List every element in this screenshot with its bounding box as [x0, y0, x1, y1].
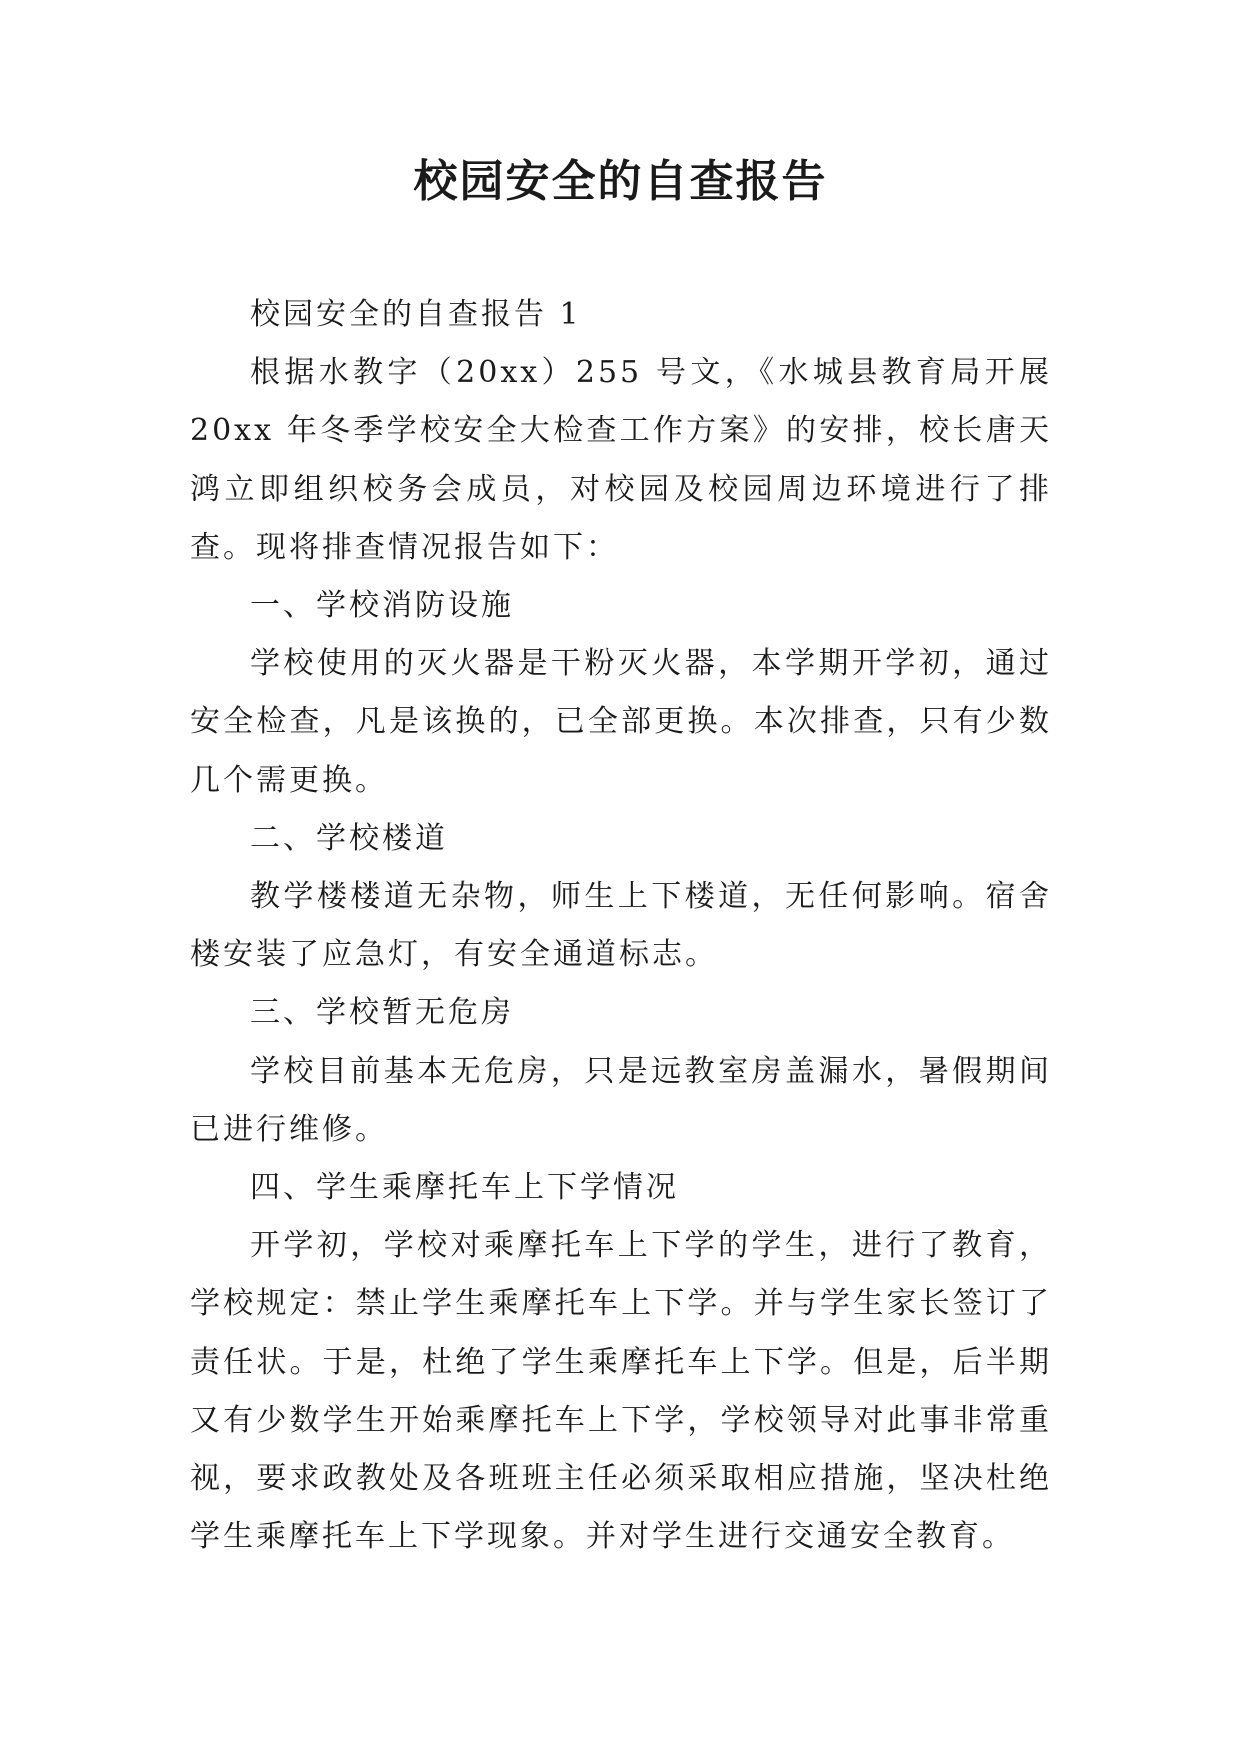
- section-heading-motorcycle: 四、学生乘摩托车上下学情况: [250, 1170, 679, 1206]
- paragraph-intro: 根据水教字（20xx）255 号文，《水城县教育局开展 20xx 年冬季学校安全大检查工作方案》的安排，校长唐天鸿立即组织校务会成员，对校园及校园周边环境进行了排查。现将排查情况报告如下：: [190, 355, 1052, 565]
- section-heading-fire-facilities: 一、学校消防设施: [250, 588, 514, 624]
- document-title: 校园安全的自查报告: [413, 156, 828, 207]
- paragraph-fire-facilities: 学校使用的灭火器是干粉灭火器，本学期开学初，通过安全检查，凡是该换的，已全部更换。本次排查，只有少数几个需更换。: [190, 646, 1052, 798]
- paragraph-dangerous-buildings: 学校目前基本无危房，只是远教室房盖漏水，暑假期间已进行维修。: [190, 1053, 1052, 1147]
- paragraph-motorcycle: 开学初，学校对乘摩托车上下学的学生，进行了教育，学校规定：禁止学生乘摩托车上下学。并与学生家长签订了责任状。于是，杜绝了学生乘摩托车上下学。但是，后半期又有少数学生开始乘摩托车上下学，学校领导对此事非常重视，要求政教处及各班班主任必须采取相应措施，坚决杜绝学生乘摩托车上下学现象。并对学生进行交通安全教育。: [190, 1228, 1052, 1555]
- paragraph-heading-report-1: 校园安全的自查报告 1: [250, 297, 582, 332]
- document-body: [190, 286, 1052, 1566]
- paragraph-corridors: 教学楼楼道无杂物，师生上下楼道，无任何影响。宿舍楼安装了应急灯，有安全通道标志。: [190, 879, 1052, 973]
- section-heading-dangerous-buildings: 三、学校暂无危房: [250, 995, 514, 1031]
- section-heading-corridors: 二、学校楼道: [250, 820, 448, 856]
